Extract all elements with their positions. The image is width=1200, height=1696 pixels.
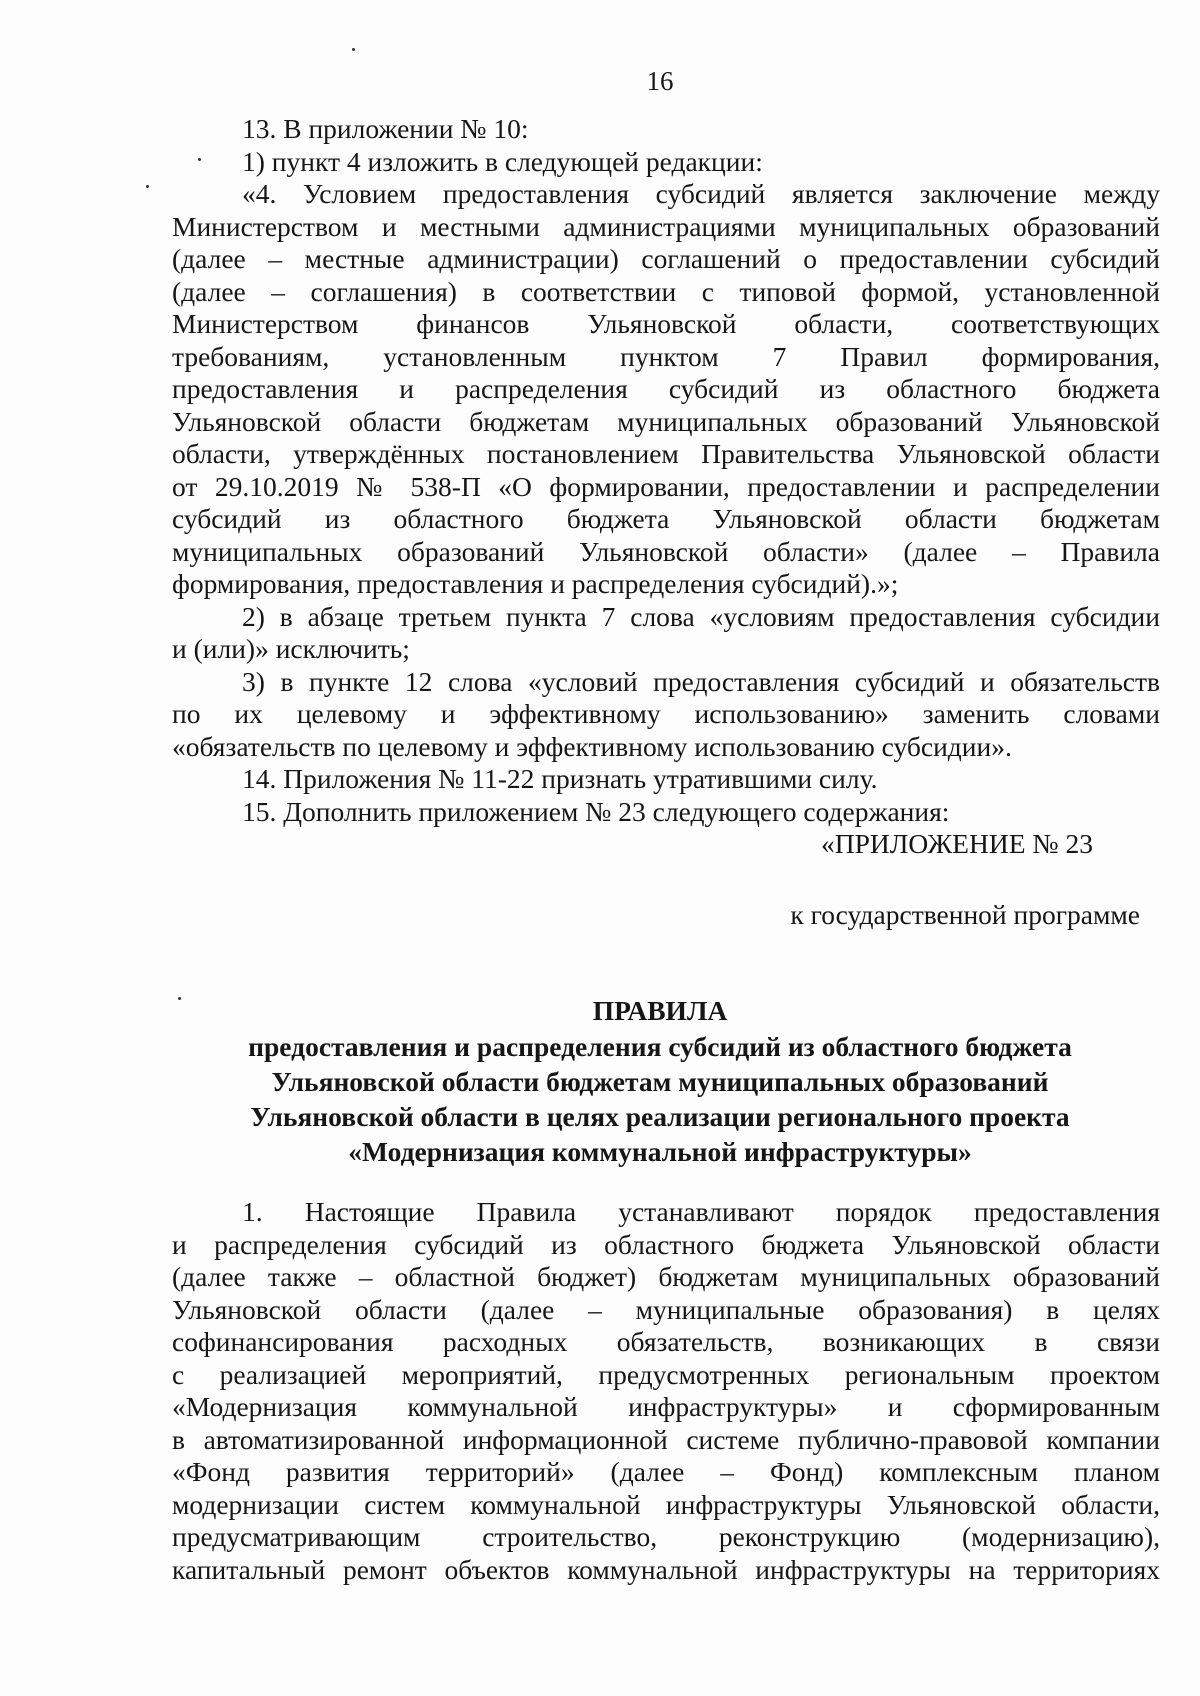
amendment-line: муниципальных образований Ульяновской области» (далее – Правила — [172, 536, 1160, 567]
amendment-line: субсидий из областного бюджета Ульяновской области бюджетам — [172, 503, 1160, 534]
amendment-line: Министерством финансов Ульяновской области, соответствующих — [172, 308, 1160, 339]
amendment-line: (далее – местные администрации) соглашений о предоставлении субсидий — [172, 243, 1160, 274]
amendment-line: 15. Дополнить приложением № 23 следующего содержания: — [242, 796, 950, 827]
rules-title: ПРАВИЛА — [592, 995, 728, 1026]
amendment-line: 2) в абзаце третьем пункта 7 слова «условиям предоставления субсидии — [242, 601, 1160, 632]
amendment-line: «4. Условием предоставления субсидий является заключение между — [242, 178, 1160, 209]
amendment-line: области, утверждённых постановлением Правительства Ульяновской области — [172, 438, 1160, 469]
amendment-line: 14. Приложения № 11-22 признать утратившими силу. — [242, 763, 878, 794]
rules-subtitle-line: Ульяновской области в целях реализации регионального проекта — [250, 1101, 1070, 1132]
rules-subtitle-line: Ульяновской области бюджетам муниципальных образований — [271, 1066, 1049, 1097]
amendment-line: требованиям, установленным пунктом 7 Правил формирования, — [172, 341, 1160, 372]
rules-body-line: 1. Настоящие Правила устанавливают порядок предоставления — [242, 1196, 1160, 1227]
scan-speck — [352, 48, 355, 51]
rules-body-line: Ульяновской области (далее – муниципальные образования) в целях — [172, 1294, 1160, 1325]
rules-body-line: капитальный ремонт объектов коммунальной инфраструктуры на территориях — [172, 1554, 1160, 1585]
rules-subtitle-line: предоставления и распределения субсидий из областного бюджета — [248, 1031, 1072, 1062]
amendment-line: по их целевому и эффективному использованию» заменить словами — [172, 698, 1160, 729]
amendment-line: (далее – соглашения) в соответствии с типовой формой, установленной — [172, 276, 1160, 307]
rules-body-line: с реализацией мероприятий, предусмотренных региональным проектом — [172, 1359, 1160, 1390]
rules-body-line: модернизации систем коммунальной инфраструктуры Ульяновской области, — [172, 1489, 1160, 1520]
scan-speck — [146, 185, 149, 188]
rules-body-line: предусматривающим строительство, реконструкцию (модернизацию), — [172, 1521, 1160, 1552]
amendment-line: Министерством и местными администрациями муниципальных образований — [172, 211, 1160, 242]
rules-body-line: и распределения субсидий из областного бюджета Ульяновской области — [172, 1229, 1160, 1260]
amendment-line: и (или)» исключить; — [172, 633, 410, 664]
rules-body-line: в автоматизированной информационной системе публично-правовой компании — [172, 1424, 1160, 1455]
amendment-line: от 29.10.2019 № 538-П «О формировании, предоставлении и распределении — [172, 471, 1160, 502]
amendment-line: Ульяновской области бюджетам муниципальных образований Ульяновской — [172, 406, 1160, 437]
page-number: 16 — [646, 66, 674, 96]
amendment-line: «обязательств по целевому и эффективному использованию субсидии». — [172, 731, 1012, 762]
amendment-line: 3) в пункте 12 слова «условий предоставления субсидий и обязательств — [242, 666, 1160, 697]
amendment-line: 1) пункт 4 изложить в следующей редакции: — [242, 146, 763, 177]
rules-body-line: софинансирования расходных обязательств, возникающих в связи — [172, 1326, 1160, 1357]
scan-speck — [198, 158, 201, 161]
appendix-heading: «ПРИЛОЖЕНИЕ № 23 — [820, 828, 1093, 859]
amendment-line: формирования, предоставления и распределения субсидий).»; — [172, 568, 899, 599]
rules-body-line: «Фонд развития территорий» (далее – Фонд) комплексным планом — [172, 1456, 1160, 1487]
rules-body-line: «Модернизация коммунальной инфраструктуры» и сформированным — [172, 1391, 1160, 1422]
amendment-line: 13. В приложении № 10: — [242, 113, 529, 144]
rules-subtitle-line: «Модернизация коммунальной инфраструктуры» — [348, 1136, 972, 1167]
amendment-line: предоставления и распределения субсидий из областного бюджета — [172, 373, 1160, 404]
appendix-subheading: к государственной программе — [790, 899, 1140, 930]
rules-body-line: (далее также – областной бюджет) бюджетам муниципальных образований — [172, 1261, 1160, 1292]
